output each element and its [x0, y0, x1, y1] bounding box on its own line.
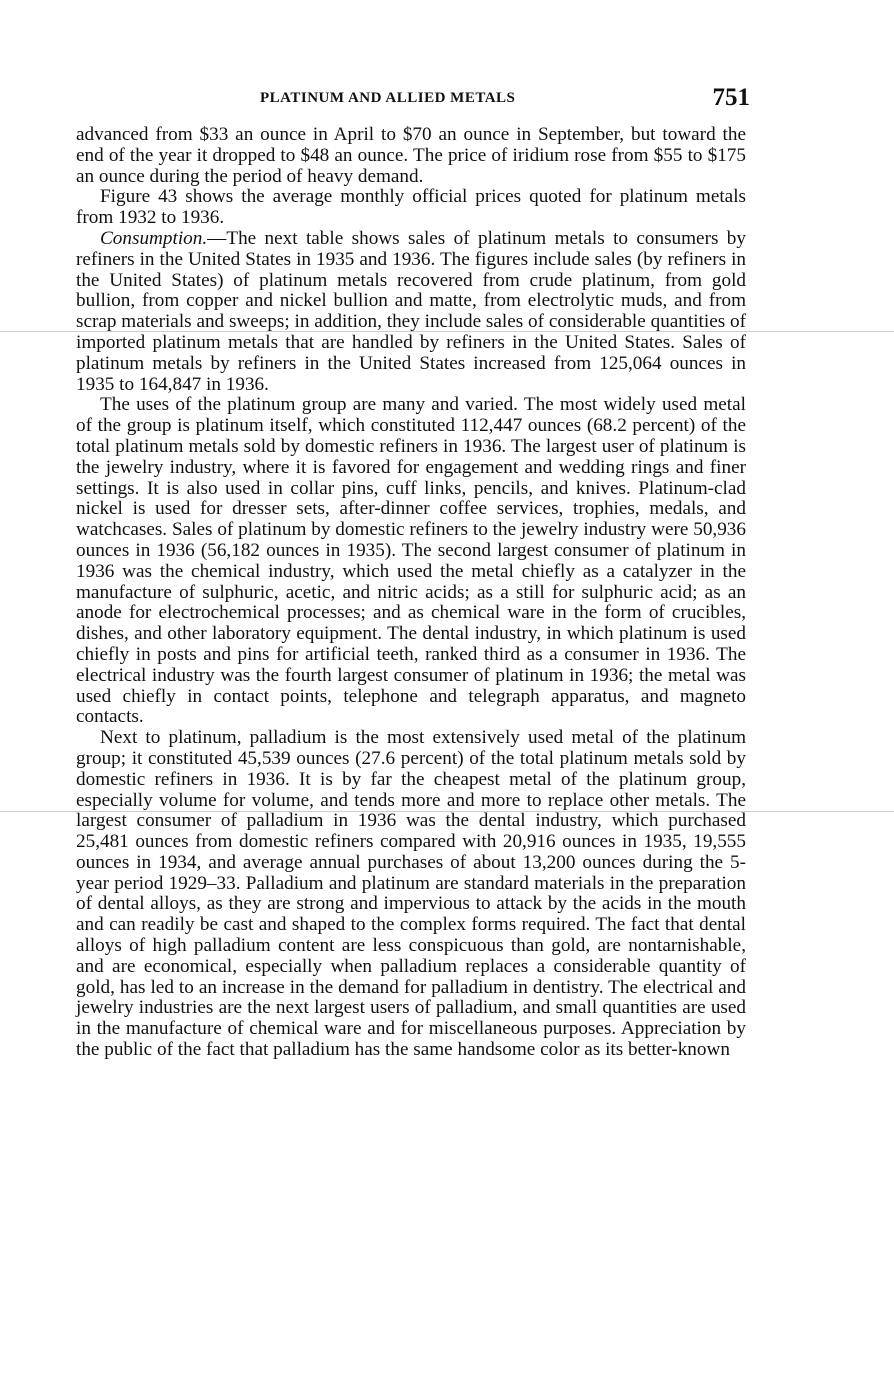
paragraph-4-text: The uses of the platinum group are many and varied. The most widely used metal of the group is platinum itself, which constituted 112,447 ounces (68.2 percent) of the total platinum metals sold by domestic refiners in 1936. The largest user of platinum is the jewelry industry, where it is favored for engagement and wedding rings and finer settings. It is also used in collar pins, cuff links, pencils, and knives. Platinum-clad nickel is used for dresser sets, after-dinner coffee services, trophies, medals, and watchcases. Sales of platinum by domestic refiners to the jewelry industry were 50,936 ounces in 1936 (56,182 ounces in 1935). The second largest consumer of platinum in 1936 was the chemical industry, which used the metal chiefly as a catalyzer in the manufacture of sulphuric, acetic, and nitric acids; as a still for sulphuric acid; as an anode for electrochemical processes; and as chemical ware in the form of crucibles, dishes, and other laboratory equipment. The dental industry, in which platinum is used chiefly in posts and pins for artificial teeth, ranked third as a consumer in 1936. The electrical industry was the fourth largest consumer of platinum in 1936; the metal was used chiefly in contact points, telephone and telegraph apparatus, and magneto contacts. — [76, 394, 746, 728]
paragraph-4 — [76, 395, 746, 728]
paragraph-2 — [76, 187, 746, 229]
page-number: 751 — [712, 84, 750, 111]
paragraph-1-text: advanced from $33 an ounce in April to $70 an ounce in September, but toward the end of the year it dropped to $48 an ounce. The price of iridium rose from $55 to $175 an ounce during the period of heavy demand. — [76, 124, 746, 187]
body-text — [76, 125, 746, 1061]
paragraph-1 — [76, 125, 746, 187]
paragraph-5 — [76, 728, 746, 1061]
paragraph-5-text: Next to platinum, palladium is the most extensively used metal of the platinum group; it constituted 45,539 ounces (27.6 percent) of the total platinum metals sold by domestic refiners in 1936. It is by far the cheapest metal of the platinum group, especially volume for volume, and tends more and more to replace other metals. The largest consumer of palladium in 1936 was the dental industry, which purchased 25,481 ounces from domestic refiners compared with 20,916 ounces in 1935, 19,555 ounces in 1934, and average annual purchases of about 13,200 ounces during the 5-year period 1929–33. Palladium and platinum are standard materials in the preparation of dental alloys, as they are strong and impervious to attack by the acids in the mouth and can readily be cast and shaped to the complex forms required. The fact that dental alloys of high palladium content are less conspicuous than gold, are nontarnishable, and are economical, especially when palladium replaces a considerable quantity of gold, has led to an increase in the demand for palladium in dentistry. The electrical and jewelry industries are the next largest users of palladium, and small quantities are used in the manufacture of chemical ware and for miscellaneous purposes. Appreciation by the public of the fact that palladium has the same handsome color as its better-known — [76, 727, 746, 1061]
paragraph-3 — [76, 229, 746, 395]
paragraph-3-text: —The next table shows sales of platinum metals to consumers by refiners in the United States in 1935 and 1936. The figures include sales (by refiners in the United States) of platinum metals recovered from crude platinum, from gold bullion, from copper and nickel bullion and matte, from electrolytic muds, and from scrap materials and sweeps; in addition, they include sales of considerable quantities of imported platinum metals that are handled by refiners in the United States. Sales of platinum metals by refiners in the United States increased from 125,064 ounces in 1935 to 164,847 in 1936. — [76, 227, 746, 395]
running-title: PLATINUM AND ALLIED METALS — [260, 90, 516, 106]
paragraph-2-text: Figure 43 shows the average monthly official prices quoted for platinum metals from 1932 to 1936. — [76, 186, 746, 229]
page-header — [82, 86, 750, 120]
paragraph-3-lead: Consumption. — [100, 227, 208, 249]
